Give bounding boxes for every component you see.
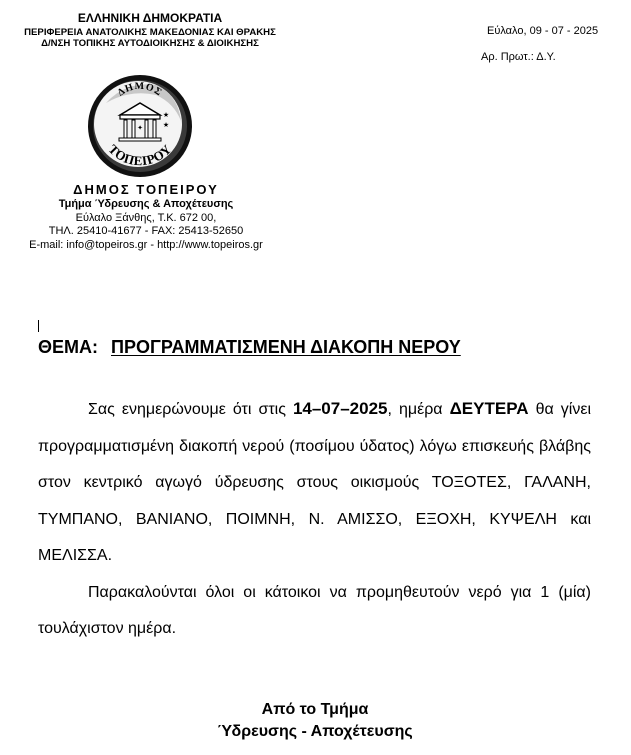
- municipality-contact: E-mail: info@topeiros.gr - http://www.topeiros.gr: [29, 239, 263, 251]
- municipality-phone: ΤΗΛ. 25410-41677 - FAX: 25413-52650: [48, 225, 244, 237]
- text-cursor: [38, 320, 39, 332]
- body-p1-mid: , ημέρα: [387, 401, 450, 418]
- signature-line-2: Ύδρευσης - Αποχέτευσης: [217, 723, 413, 740]
- seal-top-text: ΔΗΜΟΣ: [115, 80, 165, 99]
- svg-text:★: ★: [162, 112, 170, 119]
- document-date: Εύλαλο, 09 - 07 - 2025: [487, 25, 599, 37]
- body-p1-intro: Σας ενημερώνουμε ότι στις: [88, 401, 293, 418]
- svg-text:✦: ✦: [137, 125, 143, 132]
- municipality-address: Εύλαλο Ξάνθης, Τ.Κ. 672 00,: [75, 212, 217, 224]
- header-gov-title: ΕΛΛΗΝΙΚΗ ΔΗΜΟΚΡΑΤΙΑ: [77, 11, 223, 25]
- body-paragraph-2: Παρακαλούνται όλοι οι κάτοικοι να προμηθευτούν νερό για 1 (μία) τουλάχιστον ημέρα.: [38, 583, 591, 637]
- interruption-date: 14–07–2025: [292, 399, 388, 418]
- svg-text:★: ★: [162, 122, 170, 129]
- department-name: Τμήμα Ύδρευσης & Αποχέτευσης: [58, 198, 234, 210]
- subject-label: ΘΕΜΑ:: [38, 337, 98, 357]
- header-directorate: Δ/ΝΣΗ ΤΟΠΙΚΗΣ ΑΥΤΟΔΙΟΙΚΗΣΗΣ & ΔΙΟΙΚΗΣΗΣ: [41, 38, 259, 49]
- protocol-number: Αρ. Πρωτ.: Δ.Υ.: [481, 51, 556, 63]
- subject-text: ΠΡΟΓΡΑΜΜΑΤΙΣΜΕΝΗ ΔΙΑΚΟΠΗ ΝΕΡΟΥ: [111, 337, 461, 357]
- signature-block: [210, 699, 420, 743]
- municipality-name: ΔΗΜΟΣ ΤΟΠΕΙΡΟΥ: [73, 182, 219, 197]
- temple-seal-icon: [86, 73, 194, 179]
- subject-line: [38, 337, 461, 358]
- header-region: ΠΕΡΙΦΕΡΕΙΑ ΑΝΑΤΟΛΙΚΗΣ ΜΑΚΕΔΟΝΙΑΣ ΚΑΙ ΘΡΑΚΗΣ: [24, 27, 276, 38]
- body-paragraph-1: [38, 391, 591, 575]
- letter-body: [38, 391, 591, 648]
- seal-bottom-text: ΤΟΠΕΙΡΟΥ: [105, 141, 175, 169]
- signature-line-1: Από το Τμήμα: [261, 701, 369, 718]
- interruption-day: ΔΕΥΤΕΡΑ: [449, 399, 529, 418]
- body-p1-rest: θα γίνει προγραμματισμένη διακοπή νερού (ποσίμου ύδατος) λόγω επισκευής βλάβης στον κεντρικό αγωγό ύδρευσης στους οικισμούς ΤΟΞΟΤΕΣ, ΓΑΛΑΝΗ, ΤΥΜΠΑΝΟ, ΒΑΝΙΑΝΟ, ΠΟΙΜΝΗ, Ν. ΑΜΙΣΣΟ, ΕΞΟΧΗ, ΚΥΨΕΛΗ και ΜΕΛΙΣΣΑ.: [38, 401, 591, 564]
